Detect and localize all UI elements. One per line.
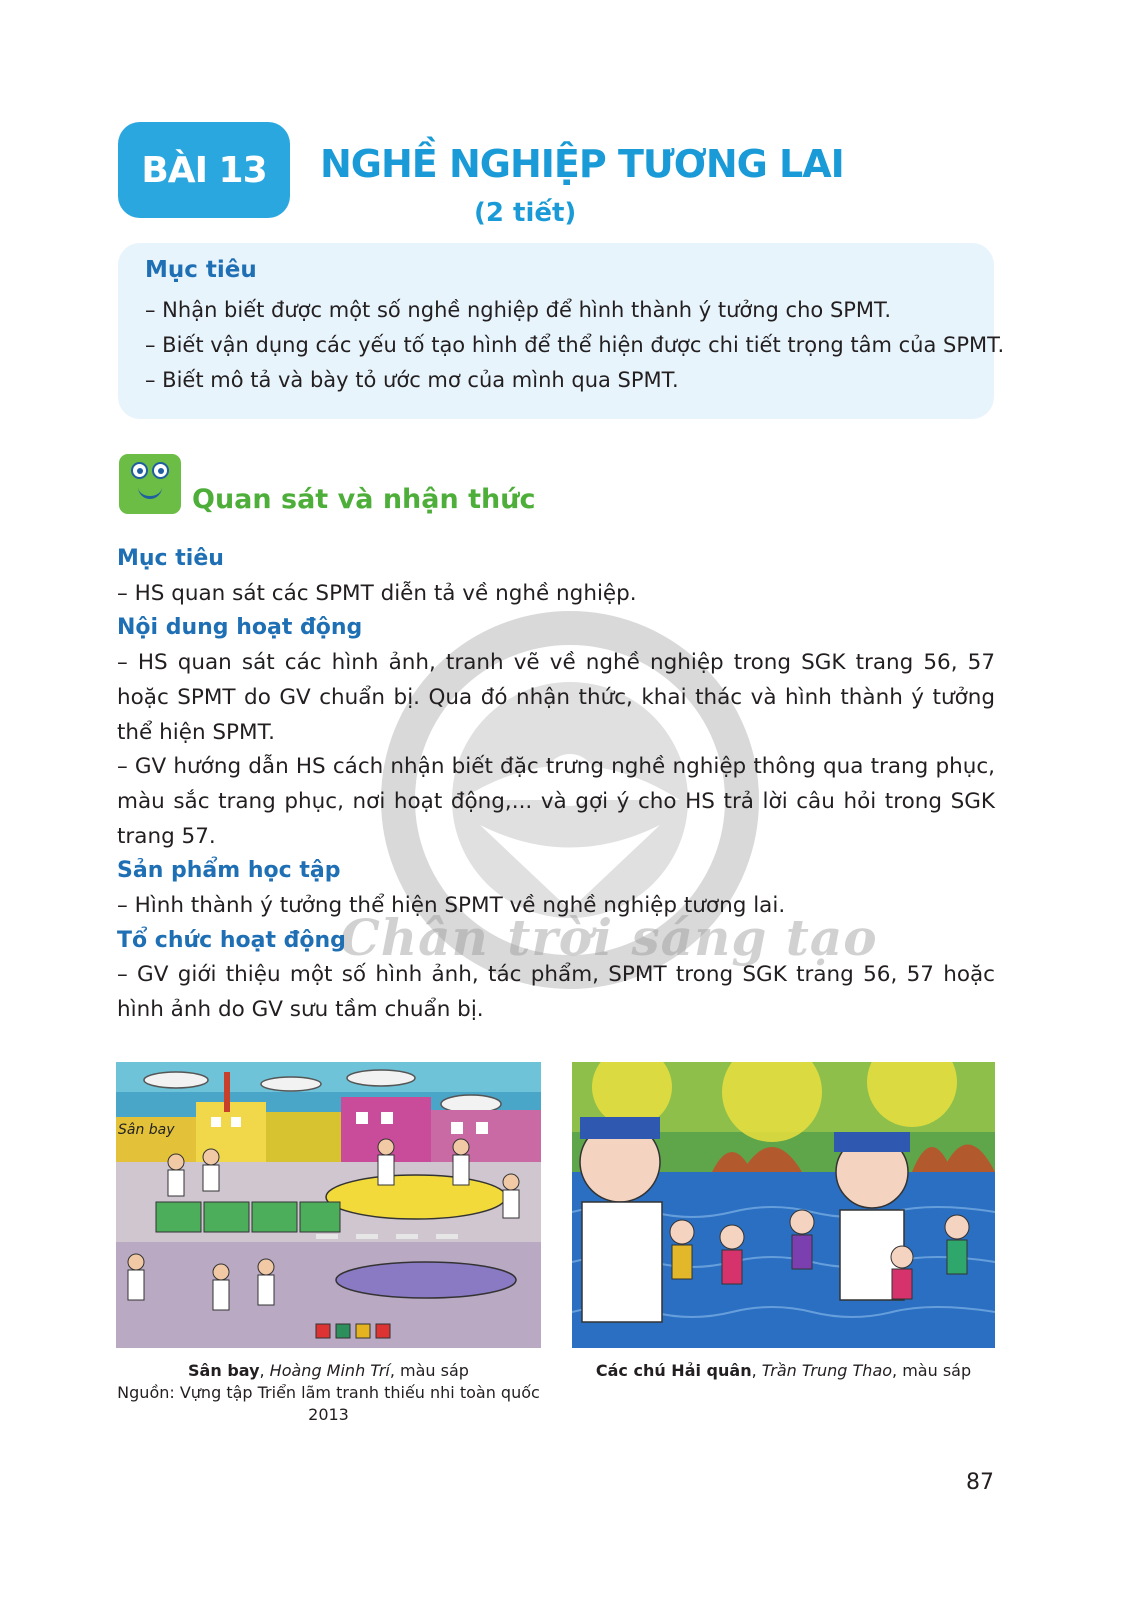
airport-caption-medium: màu sáp	[400, 1361, 469, 1380]
objectives-box	[118, 243, 1005, 419]
product-text: – Hình thành ý tưởng thể hiện SPMT về nghề nghiệp tương lai.	[117, 893, 786, 919]
organization-heading: Tổ chức hoạt động	[117, 927, 346, 953]
organization-text: – GV giới thiệu một số hình ảnh, tác phẩm, SPMT trong SGK trang 56, 57 hoặc hình ảnh do GV sưu tầm chuẩn bị.	[117, 962, 995, 1023]
navy-caption-title: Các chú Hải quân	[595, 1361, 752, 1380]
page-number: 87	[966, 1470, 994, 1495]
objective-item: – Biết mô tả và bày tỏ ước mơ của mình qua SPMT.	[145, 368, 679, 392]
airport-sign-text: Sân bay	[118, 1122, 175, 1138]
lesson-duration: (2 tiết)	[474, 198, 577, 228]
objectives-heading: Mục tiêu	[145, 257, 257, 283]
section-body	[117, 542, 995, 1028]
airport-caption-author: Hoàng Minh Trí	[269, 1361, 390, 1380]
lesson-badge: BÀI 13	[118, 122, 290, 218]
objective-item: – Nhận biết được một số nghề nghiệp để hình thành ý tưởng cho SPMT.	[145, 298, 892, 322]
smiley-face-icon	[119, 454, 181, 514]
content-heading: Nội dung hoạt động	[117, 615, 363, 641]
goal-heading: Mục tiêu	[117, 546, 224, 571]
goal-text: – HS quan sát các SPMT diễn tả về nghề nghiệp.	[117, 580, 637, 606]
product-heading: Sản phẩm học tập	[117, 858, 341, 884]
airport-caption-source: Nguồn: Vựng tập Triển lãm tranh thiếu nhi toàn quốc 2013	[117, 1383, 540, 1424]
content-paragraph: – HS quan sát các hình ảnh, tranh vẽ về nghề nghiệp trong SGK trang 56, 57 hoặc SPMT do GV chuẩn bị. Qua đó nhận thức, khai thác và hình thành ý tưởng thể hiện SPMT.	[117, 650, 995, 745]
navy-caption-author: Trần Trung Thao	[761, 1361, 893, 1380]
lesson-title: NGHỀ NGHIỆP TƯƠNG LAI	[320, 142, 844, 186]
content-paragraph: – GV hướng dẫn HS cách nhận biết đặc trưng nghề nghiệp thông qua trang phục, màu sắc trang phục, nơi hoạt động,... và gợi ý cho HS trả lời câu hỏi trong SGK trang 57.	[117, 754, 995, 849]
objective-item: – Biết vận dụng các yếu tố tạo hình để thể hiện được chi tiết trọng tâm của SPMT.	[145, 333, 1005, 357]
navy-caption-medium: màu sáp	[902, 1361, 972, 1380]
watermark-text: Chân trời sáng tạo	[340, 908, 878, 967]
airport-caption-title: Sân bay	[188, 1361, 260, 1380]
airport-painting	[116, 1062, 541, 1348]
airport-caption: Sân bay, Hoàng Minh Trí, màu sáp Nguồn: Vựng tập Triển lãm tranh thiếu nhi toàn quốc 2013	[117, 1361, 540, 1424]
navy-painting	[572, 1062, 995, 1348]
section-heading: Quan sát và nhận thức	[192, 484, 536, 515]
navy-caption: Các chú Hải quân, Trần Trung Thao, màu sáp	[595, 1361, 972, 1380]
